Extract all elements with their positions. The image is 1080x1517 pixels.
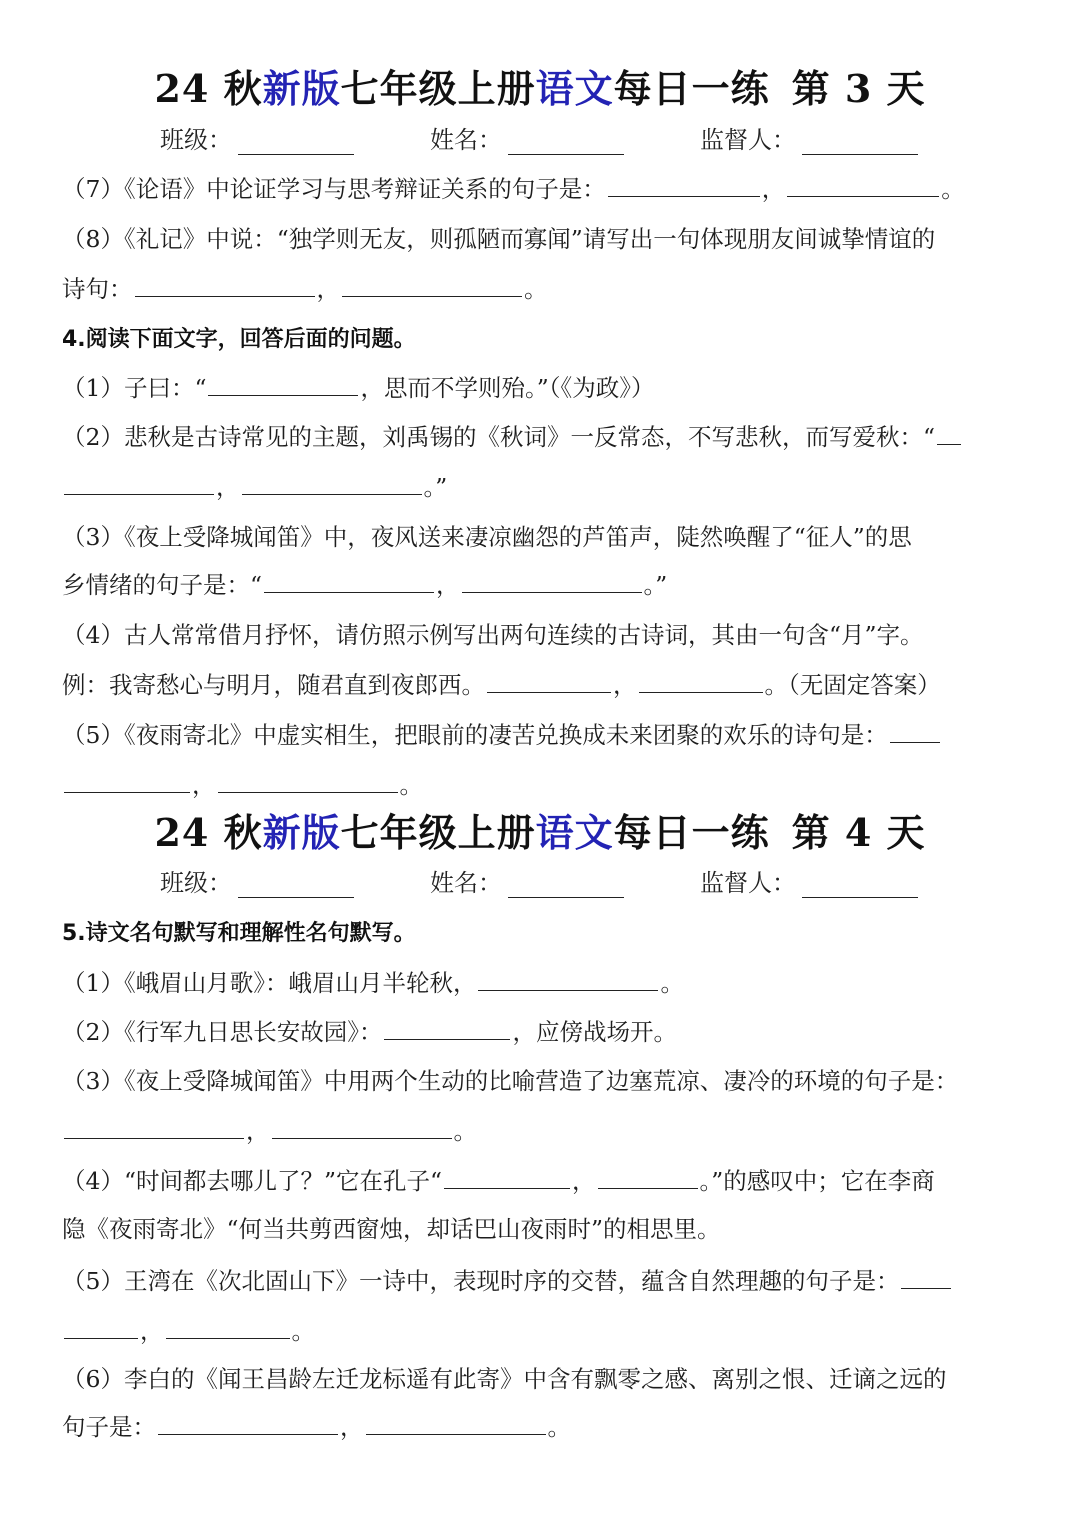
q5-5-line-2: ， 。 [62, 1312, 1022, 1346]
answer-blank[interactable] [342, 276, 522, 297]
answer-blank[interactable] [890, 722, 940, 743]
answer-blank[interactable] [218, 772, 398, 793]
q5-3-line-2: ， 。 [62, 1112, 1022, 1146]
name-blank[interactable] [508, 132, 624, 155]
day3-supervisor-field: 监督人： [700, 120, 918, 155]
q8-line: （8）《礼记》中说：“独学则无友，则孤陋而寡闻”请写出一句体现朋友间诚挚情谊的 [62, 225, 936, 253]
answer-blank[interactable] [264, 572, 434, 593]
q4-2-line: （2）悲秋是古诗常见的主题，刘禹锡的《秋词》一反常态，不写悲秋，而写爱秋：“ [62, 418, 1022, 452]
answer-blank[interactable] [64, 1118, 244, 1139]
q4-4-line: （4）古人常常借月抒怀，请仿照示例写出两句连续的古诗词，其由一句含“月”字。 [62, 621, 924, 649]
supervisor-blank[interactable] [802, 875, 918, 898]
q4-4-line-2: 例：我寄愁心与明月，随君直到夜郎西。 ， 。（无固定答案） [62, 671, 941, 699]
class-blank[interactable] [238, 875, 354, 898]
answer-blank[interactable] [462, 572, 642, 593]
answer-blank[interactable] [208, 375, 358, 396]
class-blank[interactable] [238, 132, 354, 155]
answer-blank[interactable] [158, 1414, 338, 1435]
day4-supervisor-field: 监督人： [700, 863, 918, 898]
answer-blank[interactable] [478, 970, 658, 991]
answer-blank[interactable] [166, 1318, 290, 1339]
answer-blank[interactable] [64, 772, 190, 793]
q5-5-line: （5）王湾在《次北固山下》一诗中，表现时序的交替，蕴含自然理趣的句子是： [62, 1262, 1022, 1296]
q4-2-line-2: ， 。” [62, 468, 1022, 502]
day3-name-field: 姓名： [430, 120, 624, 155]
section-4-heading: 4.阅读下面文字，回答后面的问题。 [62, 327, 416, 352]
day4-class-field: 班级： [160, 863, 354, 898]
answer-blank[interactable] [384, 1019, 510, 1040]
q4-5-line: （5）《夜雨寄北》中虚实相生，把眼前的凄苦兑换成未来团聚的欢乐的诗句是： [62, 716, 1022, 750]
q5-3-line: （3）《夜上受降城闻笛》中用两个生动的比喻营造了边塞荒凉、凄冷的环境的句子是： [62, 1067, 959, 1095]
q8-line-2: 诗句： ， 。 [62, 275, 548, 303]
answer-blank[interactable] [242, 474, 422, 495]
answer-blank[interactable] [135, 276, 315, 297]
day3-title: 24 秋新版七年级上册语文每日一练 第 3 天 [154, 66, 926, 111]
answer-blank[interactable] [901, 1268, 951, 1289]
section-5-heading: 5.诗文名句默写和理解性名句默写。 [62, 921, 416, 946]
day4-name-field: 姓名： [430, 863, 624, 898]
answer-blank[interactable] [608, 176, 760, 197]
answer-blank[interactable] [487, 672, 611, 693]
name-blank[interactable] [508, 875, 624, 898]
answer-blank[interactable] [64, 474, 214, 495]
q5-1-line: （1）《峨眉山月歌》：峨眉山月半轮秋， 。 [62, 969, 684, 997]
day4-title: 24 秋新版七年级上册语文每日一练 第 4 天 [154, 810, 926, 855]
q5-2-line: （2）《行军九日思长安故园》： ，应傍战场开。 [62, 1018, 677, 1046]
answer-blank[interactable] [639, 672, 763, 693]
q4-5-line-2: ， 。 [62, 766, 1022, 800]
answer-blank[interactable] [598, 1168, 698, 1189]
answer-blank[interactable] [272, 1118, 452, 1139]
q5-6-line: （6）李白的《闻王昌龄左迁龙标遥有此寄》中含有飘零之感、离别之恨、迁谪之远的 [62, 1365, 947, 1393]
q5-4-line: （4）“时间都去哪儿了？”它在孔子“ ， 。”的感叹中；它在李商 [62, 1167, 935, 1195]
q5-4-line-2: 隐《夜雨寄北》“何当共剪西窗烛，却话巴山夜雨时”的相思里。 [62, 1215, 721, 1243]
supervisor-blank[interactable] [802, 132, 918, 155]
q4-3-line: （3）《夜上受降城闻笛》中，夜风送来凄凉幽怨的芦笛声，陡然唤醒了“征人”的思 [62, 523, 912, 551]
answer-blank[interactable] [444, 1168, 570, 1189]
answer-blank[interactable] [787, 176, 939, 197]
answer-blank[interactable] [366, 1414, 546, 1435]
answer-blank[interactable] [937, 424, 961, 445]
answer-blank[interactable] [64, 1318, 138, 1339]
q4-1-line: （1）子曰：“ ，思而不学则殆。”（《为政》） [62, 374, 655, 402]
day3-class-field: 班级： [160, 120, 354, 155]
q7-line: （7）《论语》中论证学习与思考辩证关系的句子是： ， 。 [62, 175, 965, 203]
q4-3-line-2: 乡情绪的句子是：“ ， 。” [62, 571, 668, 599]
q5-6-line-2: 句子是： ， 。 [62, 1413, 571, 1441]
